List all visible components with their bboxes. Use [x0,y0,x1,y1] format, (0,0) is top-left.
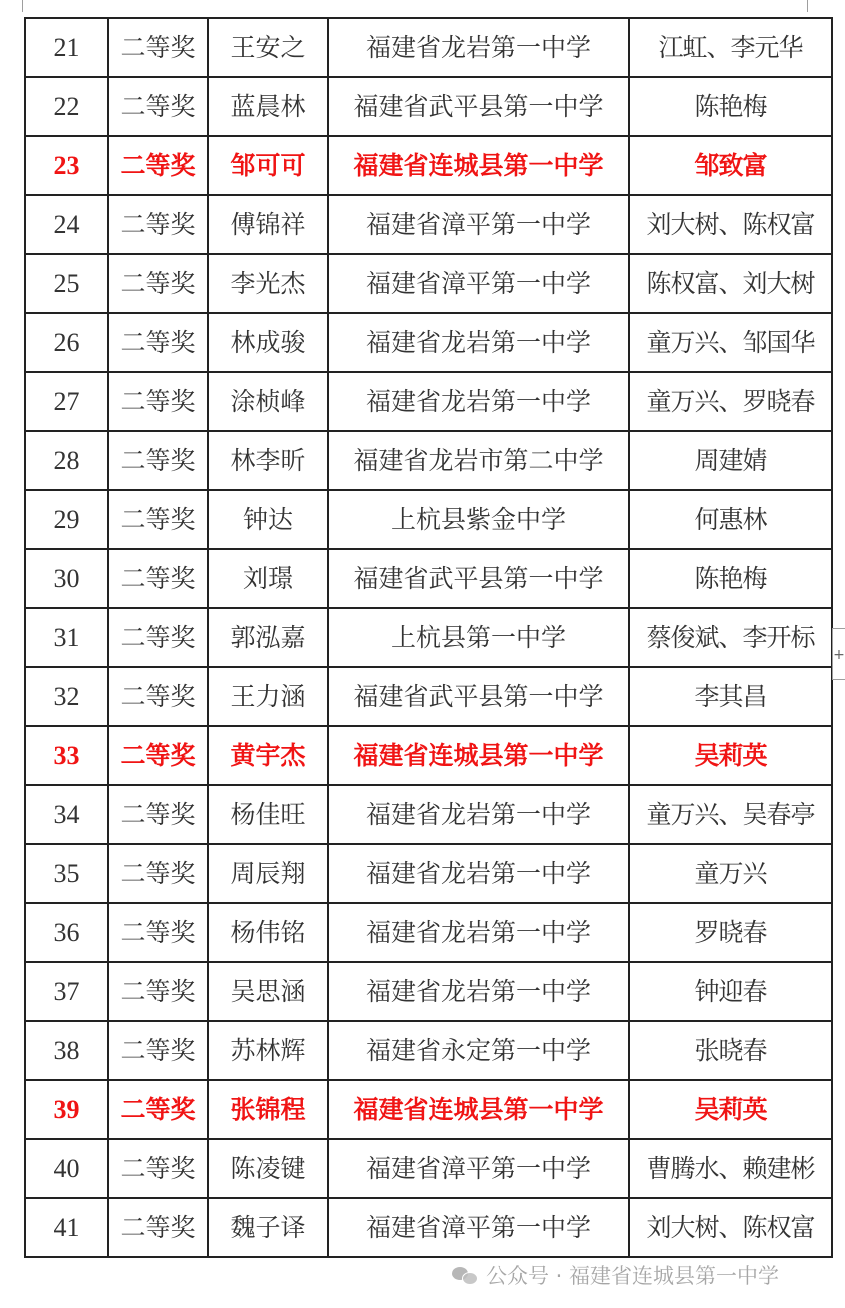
cell-student-name: 陈凌键 [208,1139,328,1198]
cell-school: 福建省龙岩第一中学 [328,313,629,372]
table-row [25,254,832,313]
cell-number: 21 [25,18,108,77]
cell-teacher: 罗晓春 [629,903,832,962]
cell-student-name: 傅锦祥 [208,195,328,254]
cell-school: 福建省龙岩第一中学 [328,785,629,844]
cell-award: 二等奖 [108,1021,208,1080]
cell-student-name: 李光杰 [208,254,328,313]
cell-award: 二等奖 [108,726,208,785]
cell-award: 二等奖 [108,431,208,490]
cell-student-name: 王安之 [208,18,328,77]
cell-award: 二等奖 [108,18,208,77]
cell-student-name: 吴思涵 [208,962,328,1021]
cell-award: 二等奖 [108,1080,208,1139]
awards-table [24,17,833,1258]
cell-teacher: 李其昌 [629,667,832,726]
cell-school: 福建省龙岩第一中学 [328,844,629,903]
cell-teacher: 吴莉英 [629,726,832,785]
cell-award: 二等奖 [108,667,208,726]
cell-school: 福建省漳平第一中学 [328,1139,629,1198]
cell-teacher: 陈权富、刘大树 [629,254,832,313]
cell-award: 二等奖 [108,77,208,136]
cell-award: 二等奖 [108,549,208,608]
cell-teacher: 蔡俊斌、李开标 [629,608,832,667]
cell-school: 福建省龙岩市第二中学 [328,431,629,490]
cell-student-name: 蓝晨林 [208,77,328,136]
cell-teacher: 陈艳梅 [629,549,832,608]
page-edge [22,0,808,12]
table-row [25,667,832,726]
cell-number: 29 [25,490,108,549]
cell-school: 福建省武平县第一中学 [328,77,629,136]
cell-number: 41 [25,1198,108,1257]
cell-school: 福建省龙岩第一中学 [328,962,629,1021]
cell-teacher: 何惠林 [629,490,832,549]
cell-student-name: 周辰翔 [208,844,328,903]
cell-school: 福建省连城县第一中学 [328,726,629,785]
cell-number: 37 [25,962,108,1021]
side-edge-mark: + [832,628,845,680]
cell-school: 福建省龙岩第一中学 [328,18,629,77]
cell-school: 上杭县紫金中学 [328,490,629,549]
cell-student-name: 林李昕 [208,431,328,490]
cell-student-name: 钟达 [208,490,328,549]
cell-number: 34 [25,785,108,844]
table-row [25,1198,832,1257]
table-row [25,962,832,1021]
cell-award: 二等奖 [108,313,208,372]
cell-number: 35 [25,844,108,903]
table-row [25,785,832,844]
cell-award: 二等奖 [108,372,208,431]
cell-school: 福建省永定第一中学 [328,1021,629,1080]
cell-award: 二等奖 [108,785,208,844]
cell-number: 27 [25,372,108,431]
cell-school: 福建省漳平第一中学 [328,254,629,313]
cell-student-name: 涂桢峰 [208,372,328,431]
cell-number: 32 [25,667,108,726]
cell-award: 二等奖 [108,903,208,962]
cell-student-name: 杨佳旺 [208,785,328,844]
cell-school: 福建省武平县第一中学 [328,549,629,608]
cell-award: 二等奖 [108,962,208,1021]
cell-teacher: 周建婧 [629,431,832,490]
cell-teacher: 刘大树、陈权富 [629,195,832,254]
cell-school: 福建省龙岩第一中学 [328,903,629,962]
cell-number: 30 [25,549,108,608]
cell-school: 福建省连城县第一中学 [328,136,629,195]
table-row [25,18,832,77]
table-row [25,136,832,195]
cell-number: 26 [25,313,108,372]
cell-number: 36 [25,903,108,962]
table-row [25,1021,832,1080]
table-row [25,490,832,549]
cell-award: 二等奖 [108,1139,208,1198]
wechat-icon [452,1265,478,1285]
cell-teacher: 童万兴、罗晓春 [629,372,832,431]
cell-teacher: 童万兴 [629,844,832,903]
cell-school: 福建省武平县第一中学 [328,667,629,726]
cell-number: 39 [25,1080,108,1139]
cell-number: 28 [25,431,108,490]
cell-teacher: 江虹、李元华 [629,18,832,77]
cell-school: 上杭县第一中学 [328,608,629,667]
cell-student-name: 黄宇杰 [208,726,328,785]
cell-school: 福建省漳平第一中学 [328,1198,629,1257]
cell-award: 二等奖 [108,608,208,667]
cell-number: 38 [25,1021,108,1080]
table-row [25,195,832,254]
cell-teacher: 曹腾水、赖建彬 [629,1139,832,1198]
table-row [25,1139,832,1198]
table-row [25,431,832,490]
cell-student-name: 杨伟铭 [208,903,328,962]
cell-teacher: 吴莉英 [629,1080,832,1139]
cell-student-name: 张锦程 [208,1080,328,1139]
cell-teacher: 童万兴、邹国华 [629,313,832,372]
cell-student-name: 林成骏 [208,313,328,372]
cell-teacher: 陈艳梅 [629,77,832,136]
cell-number: 25 [25,254,108,313]
cell-award: 二等奖 [108,1198,208,1257]
cell-school: 福建省连城县第一中学 [328,1080,629,1139]
cell-teacher: 钟迎春 [629,962,832,1021]
cell-student-name: 魏子译 [208,1198,328,1257]
cell-award: 二等奖 [108,195,208,254]
watermark-text: 公众号 · 福建省连城县第一中学 [486,1264,780,1288]
cell-student-name: 郭泓嘉 [208,608,328,667]
table-row [25,313,832,372]
table-row [25,77,832,136]
cell-award: 二等奖 [108,136,208,195]
table-row [25,1080,832,1139]
cell-award: 二等奖 [108,844,208,903]
cell-number: 31 [25,608,108,667]
cell-school: 福建省漳平第一中学 [328,195,629,254]
cell-student-name: 邹可可 [208,136,328,195]
cell-number: 22 [25,77,108,136]
watermark [452,1262,779,1288]
cell-teacher: 张晓春 [629,1021,832,1080]
cell-award: 二等奖 [108,490,208,549]
cell-school: 福建省龙岩第一中学 [328,372,629,431]
cell-award: 二等奖 [108,254,208,313]
cell-teacher: 童万兴、吴春亭 [629,785,832,844]
cell-number: 40 [25,1139,108,1198]
table-row [25,549,832,608]
cell-number: 24 [25,195,108,254]
cell-student-name: 苏林辉 [208,1021,328,1080]
cell-number: 33 [25,726,108,785]
cell-teacher: 邹致富 [629,136,832,195]
cell-teacher: 刘大树、陈权富 [629,1198,832,1257]
cell-student-name: 刘璟 [208,549,328,608]
table-row [25,608,832,667]
table-row [25,726,832,785]
table-row [25,844,832,903]
table-row [25,372,832,431]
awards-table-body [25,18,832,1257]
cell-student-name: 王力涵 [208,667,328,726]
table-row [25,903,832,962]
cell-number: 23 [25,136,108,195]
